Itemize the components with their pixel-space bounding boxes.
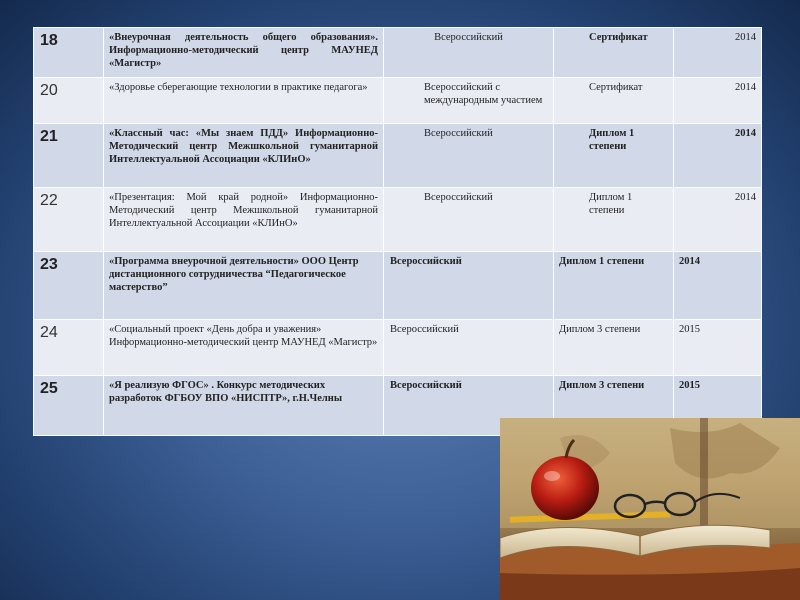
row-number: 21 <box>34 124 104 188</box>
year-cell: 2014 <box>674 188 762 252</box>
table-row <box>34 188 762 252</box>
level-cell: Всероссийский <box>384 252 554 320</box>
awards-table <box>33 27 762 436</box>
activity-description: «Классный час: «Мы знаем ПДД» Информационно-Методический центр Межшкольной гуманитарной Интеллектуальной Ассоциации «КЛИнО» <box>104 124 384 188</box>
level-cell: Всероссийский <box>384 320 554 376</box>
result-cell: Сертификат <box>554 28 674 78</box>
level-cell: Всероссийский <box>384 188 554 252</box>
level-cell: Всероссийский с международным участием <box>384 78 554 124</box>
activity-description: «Я реализую ФГОС» . Конкурс методических разработок ФГБОУ ВПО «НИСПТР», г.Н.Челны <box>104 376 384 436</box>
level-cell: Всероссийский <box>384 124 554 188</box>
row-number: 25 <box>34 376 104 436</box>
globe-stand <box>700 418 708 528</box>
table-row <box>34 252 762 320</box>
apple-books-photo <box>500 418 800 600</box>
level-cell: Всероссийский <box>384 376 554 436</box>
year-cell: 2015 <box>674 320 762 376</box>
year-cell: 2015 <box>674 376 762 436</box>
result-cell: Сертификат <box>554 78 674 124</box>
result-cell: Диплом 1 степени <box>554 124 674 188</box>
red-apple <box>531 456 599 520</box>
row-number: 24 <box>34 320 104 376</box>
table-row <box>34 78 762 124</box>
activity-description: «Здоровье сберегающие технологии в практике педагога» <box>104 78 384 124</box>
year-cell: 2014 <box>674 124 762 188</box>
activity-description: «Социальный проект «День добра и уважения» Информационно-методический центр МАУНЕД «Магистр» <box>104 320 384 376</box>
table-row <box>34 320 762 376</box>
level-cell: Всероссийский <box>384 28 554 78</box>
row-number: 18 <box>34 28 104 78</box>
result-cell: Диплом 1 степени <box>554 252 674 320</box>
row-number: 20 <box>34 78 104 124</box>
result-cell: Диплом 1 степени <box>554 188 674 252</box>
row-number: 22 <box>34 188 104 252</box>
apple-highlight <box>544 471 560 481</box>
row-number: 23 <box>34 252 104 320</box>
activity-description: «Программа внеурочной деятельности» ООО Центр дистанционного сотрудничества “Педагогическое мастерство” <box>104 252 384 320</box>
activity-description: «Внеурочная деятельность общего образования». Информационно-методический центр МАУНЕД «Магистр» <box>104 28 384 78</box>
apple-books-illustration <box>500 418 800 600</box>
table-row <box>34 124 762 188</box>
year-cell: 2014 <box>674 28 762 78</box>
result-cell: Диплом 3 степени <box>554 320 674 376</box>
result-cell: Диплом 3 степени <box>554 376 674 436</box>
table-row <box>34 28 762 78</box>
year-cell: 2014 <box>674 78 762 124</box>
activity-description: «Презентация: Мой край родной» Информационно-Методический центр Межшкольной гуманитарной Интеллектуальной Ассоциации «КЛИнО» <box>104 188 384 252</box>
year-cell: 2014 <box>674 252 762 320</box>
